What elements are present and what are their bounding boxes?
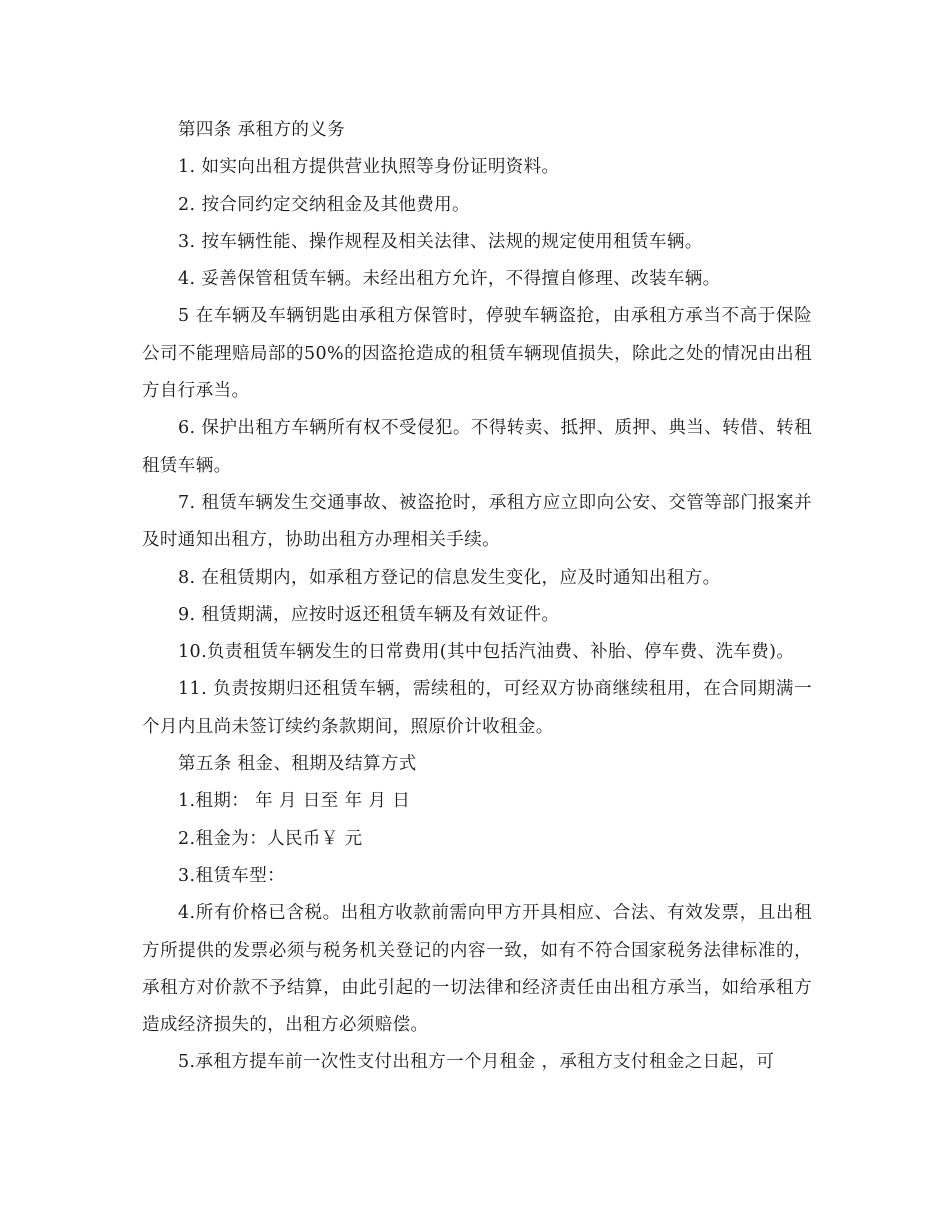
article-5-heading: 第五条 租金、租期及结算方式 (178, 754, 417, 775)
clause-4-11: 11. 负责按期归还租赁车辆，需续租的，可经双方协商继续租用，在合同期满一个月内且尚未签订续约条款期间，照原价计收租金。 (142, 679, 812, 737)
article-4-heading: 第四条 承租方的义务 (178, 120, 346, 140)
clause-4-1: 1. 如实向出租方提供营业执照等身份证明资料。 (178, 157, 560, 178)
clause-5-1: 1.租期： 年 月 日至 年 月 日 (178, 791, 411, 812)
clause-4-3: 3. 按车辆性能、操作规程及相关法律、法规的规定使用租赁车辆。 (178, 231, 703, 252)
clause-4-2: 2. 按合同约定交纳租金及其他费用。 (178, 194, 470, 215)
clause-4-9: 9. 租赁期满，应按时返还租赁车辆及有效证件。 (178, 604, 560, 625)
clause-5-4: 4.所有价格已含税。出租方收款前需向甲方开具相应、合法、有效发票，且出租方所提供的发票必须与税务机关登记的内容一致，如有不符合国家税务法律标准的，承租方对价款不予结算，由此引起的一切法律和经济责任由出租方承当，如给承租方造成经济损失的，出租方必须赔偿。 (142, 903, 812, 1036)
clause-5-5: 5.承租方提车前一次性支付出租方一个月租金 ，承租方支付租金之日起，可 (178, 1052, 775, 1073)
clause-4-6: 6. 保护出租方车辆所有权不受侵犯。不得转卖、抵押、质押、典当、转借、转租租赁车辆。 (142, 418, 812, 476)
clause-4-8: 8. 在租赁期内，如承租方登记的信息发生变化，应及时通知出租方。 (178, 567, 721, 588)
clause-4-4: 4. 妥善保管租赁车辆。未经出租方允许，不得擅自修理、改装车辆。 (178, 269, 721, 290)
clause-5-2: 2.租金为：人民币￥ 元 (178, 828, 363, 849)
clause-4-5: 5 在车辆及车辆钥匙由承租方保管时，停驶车辆盗抢，由承租方承当不高于保险公司不能理赔局部的50%的因盗抢造成的租赁车辆现值损失，除此之处的情况由出租方自行承当。 (142, 306, 812, 402)
document-body (142, 112, 812, 1082)
clause-4-10: 10.负责租赁车辆发生的日常费用(其中包括汽油费、补胎、停车费、洗车费)。 (178, 642, 795, 663)
clause-4-7: 7. 租赁车辆发生交通事故、被盗抢时，承租方应立即向公安、交管等部门报案并及时通知出租方，协助出租方办理相关手续。 (142, 492, 812, 551)
clause-5-3: 3.租赁车型： (178, 865, 285, 886)
